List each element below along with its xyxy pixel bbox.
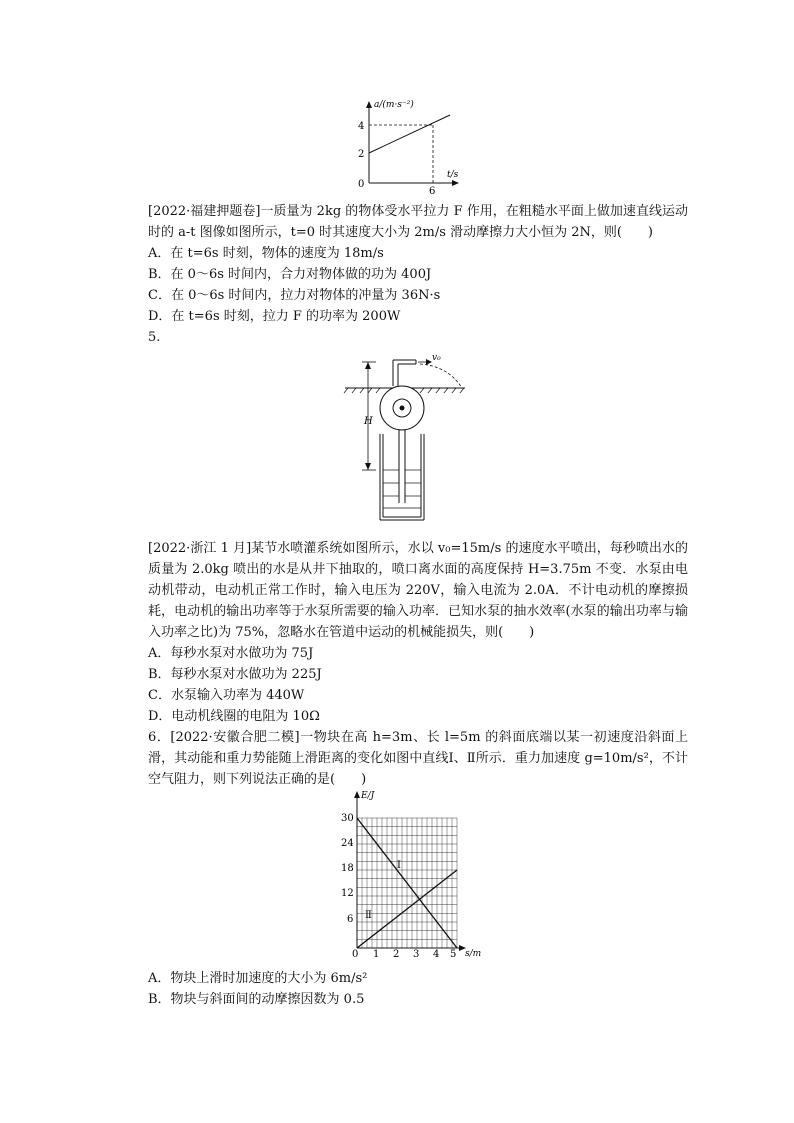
q5-option-c: C．水泵输入功率为 440W bbox=[148, 688, 305, 703]
q4-stem: [2022·福建押题卷]一质量为 2kg 的物体受水平拉力 F 作用，在粗糙水平面上做加速直线运动时的 a-t 图像如图所示，t=0 时其速度大小为 2m/s 滑动摩擦力大小恒为 2N，则( ) bbox=[148, 204, 688, 240]
y-tick: 2 bbox=[358, 149, 365, 160]
height-label: H bbox=[364, 416, 373, 427]
q6-option-b: B．物块与斜面间的动摩擦因数为 0.5 bbox=[148, 992, 365, 1007]
y-tick: 12 bbox=[341, 888, 354, 899]
velocity-label: v₀ bbox=[432, 353, 441, 363]
x-tick: 4 bbox=[433, 949, 440, 958]
x-tick: 0 bbox=[352, 949, 359, 958]
water-pump-diagram bbox=[340, 348, 470, 523]
y-tick: 30 bbox=[341, 813, 354, 824]
at-line bbox=[369, 115, 450, 153]
y-tick: 6 bbox=[347, 914, 354, 925]
x-axis-label: s/m bbox=[465, 949, 482, 958]
acceleration-time-graph bbox=[355, 95, 465, 195]
q5-number: 5. bbox=[148, 330, 161, 345]
q4-option-a: A．在 t=6s 时刻，物体的速度为 18m/s bbox=[148, 246, 384, 261]
x-tick: 1 bbox=[373, 949, 380, 958]
y-axis-label: a/(m·s⁻²) bbox=[374, 100, 414, 110]
q4-option-d: D．在 t=6s 时刻，拉力 F 的功率为 200W bbox=[148, 309, 401, 324]
q5-option-d: D．电动机线圈的电阻为 10Ω bbox=[148, 709, 320, 724]
y-tick: 0 bbox=[358, 179, 365, 190]
x-axis-label: t/s bbox=[447, 170, 459, 180]
line2-label: Ⅱ bbox=[365, 910, 372, 921]
x-tick: 2 bbox=[393, 949, 400, 958]
x-tick: 5 bbox=[450, 949, 457, 958]
y-tick: 18 bbox=[341, 863, 354, 874]
x-tick: 3 bbox=[413, 949, 420, 958]
q4-option-c: C．在 0～6s 时间内，拉力对物体的冲量为 36N·s bbox=[148, 288, 441, 303]
q4-option-b: B．在 0～6s 时间内，合力对物体做的功为 400J bbox=[148, 267, 432, 282]
x-tick: 6 bbox=[429, 186, 436, 195]
line1-label: Ⅰ bbox=[397, 860, 401, 871]
q5-stem: [2022·浙江 1 月]某节水喷灌系统如图所示，水以 v₀=15m/s 的速度水平喷出，每秒喷出水的质量为 2.0kg 喷出的水是从井下抽取的，喷口离水面的高度保持 H=3.75m 不变．水泵由电动机带动，电动机正常工作时，输入电压为 220V，输入电流为 2.0A．不计电动机的摩擦损耗，电动机的输出功率等于水泵所需要的输入功率．已知水泵的抽水效率(水泵的输出功率与输入功率之比)为 75%，忽略水在管道中运动的机械能损失，则( ) bbox=[148, 541, 688, 640]
q6-option-a: A．物块上滑时加速度的大小为 6m/s² bbox=[148, 971, 368, 986]
q6-stem: 6．[2022·安徽合肥二模]一物块在高 h=3m、长 l=5m 的斜面底端以某一初速度沿斜面上滑，其动能和重力势能随上滑距离的变化如图中直线Ⅰ、Ⅱ所示．重力加速度 g=10m/s²，不计空气阻力，则下列说法正确的是( ) bbox=[148, 730, 688, 787]
q5-option-b: B．每秒水泵对水做功为 225J bbox=[148, 667, 322, 682]
y-tick: 24 bbox=[341, 838, 354, 849]
y-axis-label: E/J bbox=[361, 791, 375, 801]
q5-option-a: A．每秒水泵对水做功为 75J bbox=[148, 646, 314, 661]
y-tick: 4 bbox=[358, 121, 365, 132]
energy-distance-graph bbox=[335, 788, 495, 958]
